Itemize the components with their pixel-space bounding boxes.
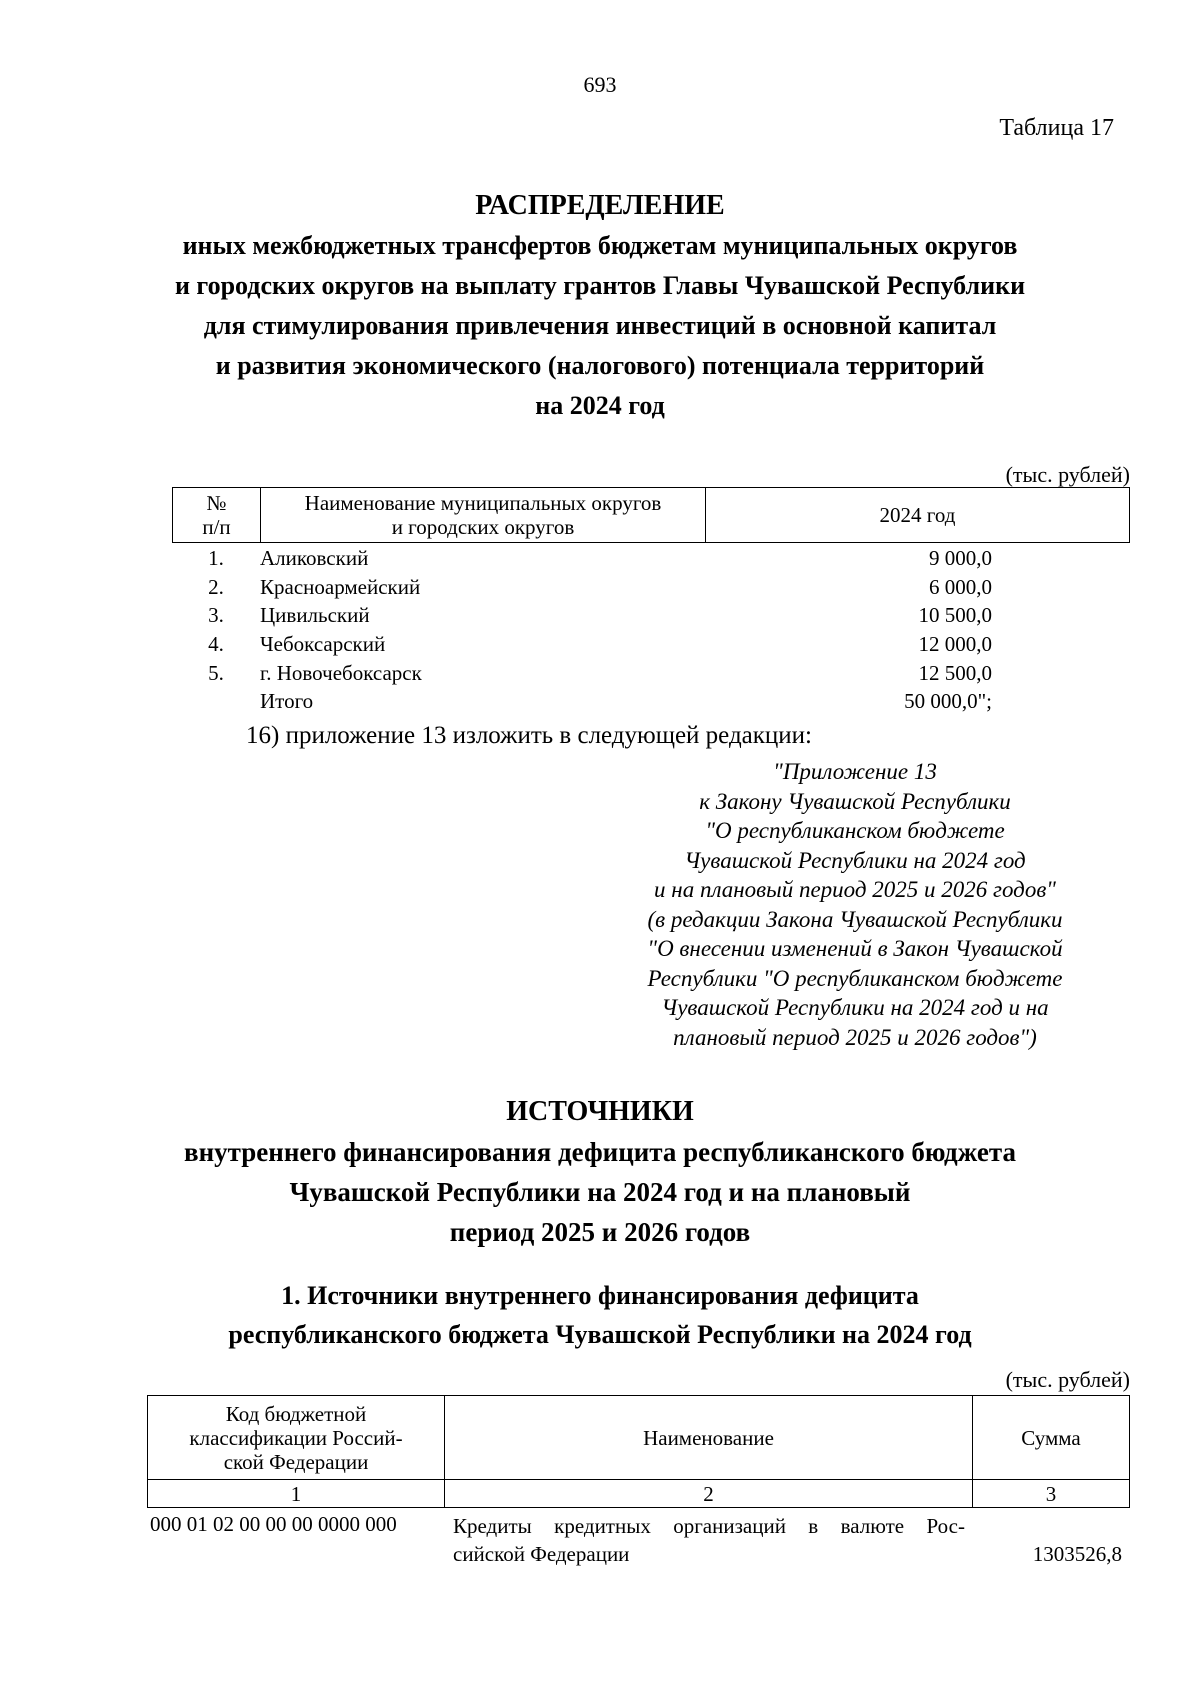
row-num: 2. xyxy=(208,574,224,599)
table-row xyxy=(172,630,992,659)
row-num: 5. xyxy=(208,660,224,685)
section-title-line: 1. Источники внутреннего финансирования дефицита xyxy=(281,1281,919,1310)
appendix-line: к Закону Чувашской Республики xyxy=(699,788,1011,814)
units-label: (тыс. рублей) xyxy=(1005,1367,1130,1392)
appendix-line: "О внесении изменений в Закон Чувашской xyxy=(647,936,1063,961)
row-value: 10 500,0 xyxy=(918,603,992,628)
row-value: 6 000,0 xyxy=(929,574,992,599)
row-name-line: сийской Федерации xyxy=(453,1542,630,1566)
appendix-line: и на плановый период 2025 и 2026 годов" xyxy=(654,877,1056,902)
appendix-line: (в редакции Закона Чувашской Республики xyxy=(647,906,1063,932)
distribution-subtitle-line: иных межбюджетных трансфертов бюджетам муниципальных округов xyxy=(182,231,1018,260)
distribution-header-table xyxy=(172,487,1130,543)
column-number: 1 xyxy=(148,1480,445,1508)
header-sum: Сумма xyxy=(973,1396,1130,1480)
row-num: 4. xyxy=(208,632,224,657)
header-num-line: п/п xyxy=(202,515,231,539)
header-year: 2024 год xyxy=(706,488,1130,543)
section-title-line: республиканского бюджета Чувашской Республики на 2024 год xyxy=(228,1320,972,1349)
distribution-subtitle-line: и городских округов на выплату грантов Главы Чувашской Республики xyxy=(174,271,1026,300)
distribution-subtitle-line: и развития экономического (налогового) потенциала территорий xyxy=(215,351,985,380)
table-row xyxy=(172,601,992,630)
appendix-line: Чувашской Республики на 2024 год и на xyxy=(661,995,1049,1020)
header-code-line: классификации Россий- xyxy=(189,1425,403,1450)
header-code-line: ской Федерации xyxy=(223,1449,369,1474)
appendix-line: Чувашской Республики на 2024 год xyxy=(684,847,1026,873)
appendix-reference xyxy=(585,757,1125,1052)
appendix-line: "О республиканском бюджете xyxy=(705,818,1005,843)
header-name-line: и городских округов xyxy=(391,515,575,539)
row-name: г. Новочебоксарск xyxy=(260,660,422,685)
appendix-line: Республики "О республиканском бюджете xyxy=(647,965,1063,991)
row-name: Красноармейский xyxy=(260,574,421,599)
sources-header-table xyxy=(147,1395,1130,1508)
table-row xyxy=(172,659,992,688)
row-code: 000 01 02 00 00 00 0000 000 xyxy=(150,1512,397,1536)
sources-heading: ИСТОЧНИКИ xyxy=(506,1096,694,1127)
column-number: 2 xyxy=(445,1480,973,1508)
row-value: 9 000,0 xyxy=(929,546,992,570)
units-label: (тыс. рублей) xyxy=(1005,462,1130,487)
row-name: Чебоксарский xyxy=(260,632,386,657)
header-code-line: Код бюджетной xyxy=(225,1401,367,1426)
header-code xyxy=(148,1396,445,1480)
header-num xyxy=(173,488,261,543)
header-num-line: № xyxy=(206,491,227,515)
distribution-title xyxy=(0,186,1200,426)
column-number: 3 xyxy=(973,1480,1130,1508)
total-row xyxy=(172,687,992,716)
distribution-rows xyxy=(172,544,992,716)
row-num: 1. xyxy=(208,546,224,570)
row-name: Аликовский xyxy=(260,546,369,570)
table-row xyxy=(172,573,992,602)
appendix-line: плановый период 2025 и 2026 годов") xyxy=(673,1024,1037,1050)
header-name: Наименование xyxy=(445,1396,973,1480)
appendix-line: "Приложение 13 xyxy=(773,759,937,784)
table-row xyxy=(172,544,992,573)
table-label: Таблица 17 xyxy=(999,115,1114,141)
header-name-line: Наименование муниципальных округов xyxy=(304,491,662,515)
distribution-subtitle-line: на 2024 год xyxy=(535,391,665,420)
row-name-line: Кредиты кредитных организаций в валюте Рос- xyxy=(453,1514,965,1538)
total-value: 50 000,0"; xyxy=(904,689,992,714)
amendment-instruction: 16) приложение 13 изложить в следующей редакции: xyxy=(246,722,812,749)
section-title xyxy=(0,1276,1200,1354)
row-name: Цивильский xyxy=(260,603,370,628)
row-value: 12 000,0 xyxy=(918,632,992,657)
header-name xyxy=(261,488,706,543)
sources-title xyxy=(0,1092,1200,1252)
total-name: Итого xyxy=(260,689,314,714)
page-number: 693 xyxy=(583,72,617,97)
sources-subtitle-line: внутреннего финансирования дефицита республиканского бюджета xyxy=(184,1137,1016,1167)
row-sum: 1303526,8 xyxy=(1032,1542,1122,1566)
row-num: 3. xyxy=(208,603,224,628)
distribution-subtitle-line: для стимулирования привлечения инвестиций в основной капитал xyxy=(203,311,997,340)
sources-subtitle-line: Чувашской Республики на 2024 год и на плановый xyxy=(289,1177,911,1207)
sources-subtitle-line: период 2025 и 2026 годов xyxy=(449,1217,751,1247)
distribution-heading: РАСПРЕДЕЛЕНИЕ xyxy=(475,190,725,221)
row-value: 12 500,0 xyxy=(918,660,992,685)
